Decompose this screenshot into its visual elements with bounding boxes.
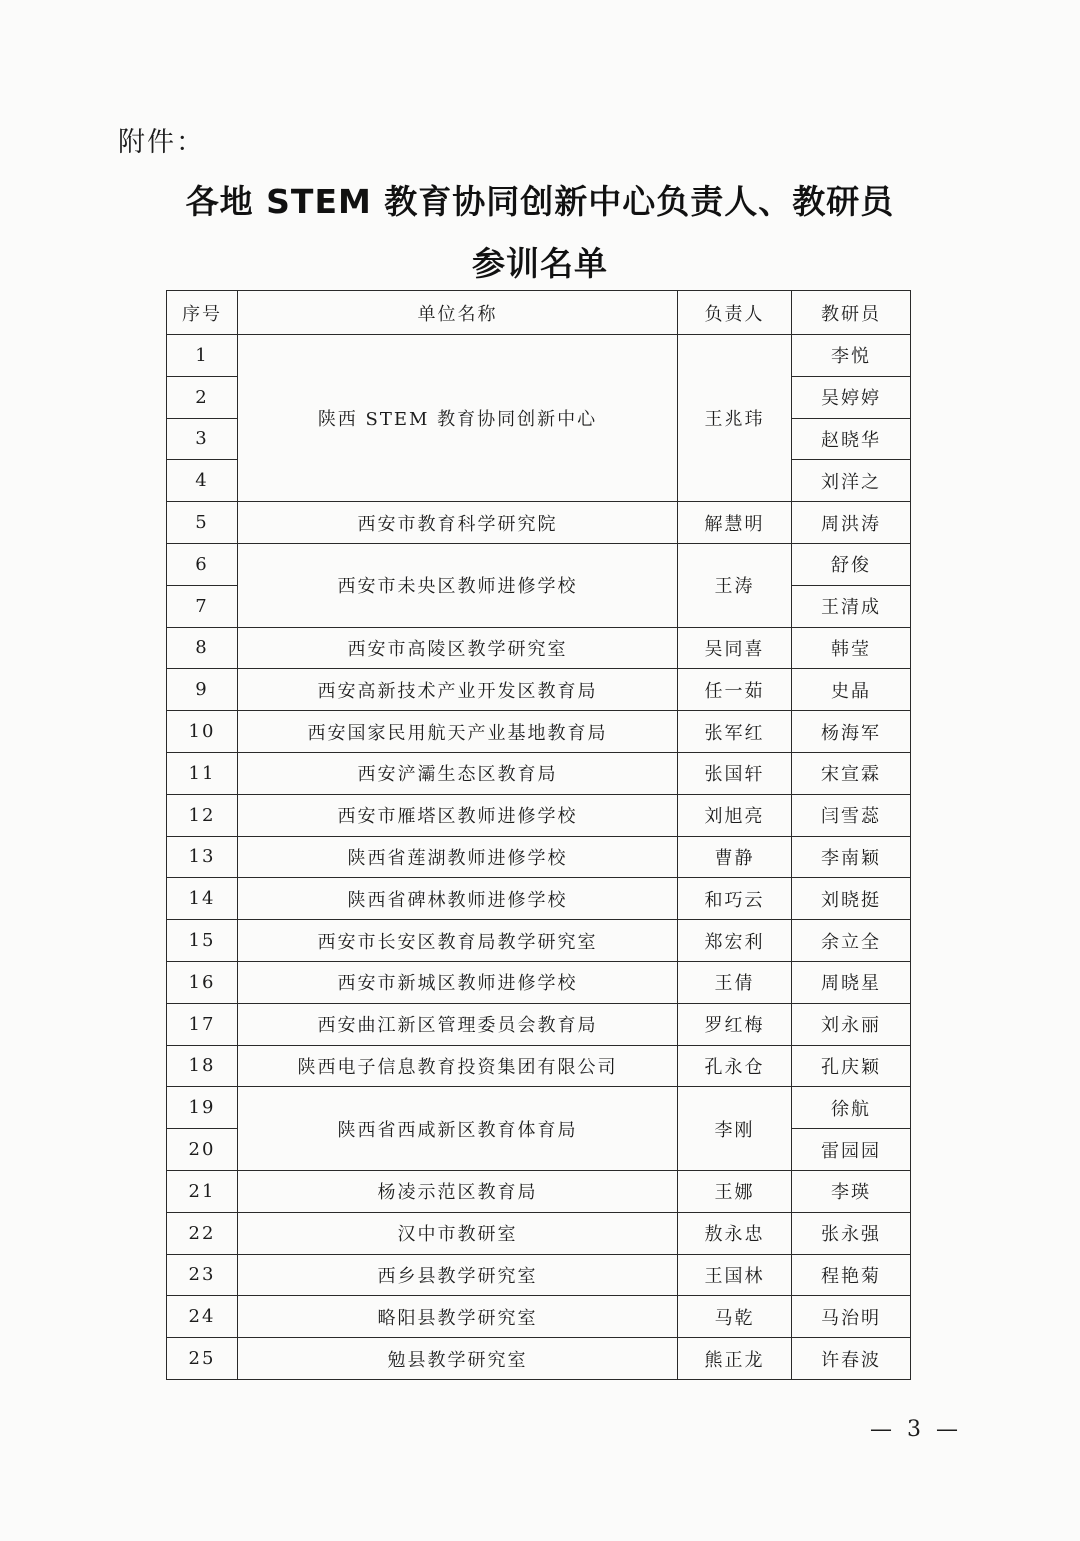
table-row [167, 1212, 911, 1254]
researcher-cell: 史晶 [792, 669, 911, 711]
row-index: 3 [167, 418, 238, 460]
leader-cell: 曹静 [678, 836, 792, 878]
row-index: 18 [167, 1045, 238, 1087]
row-index: 22 [167, 1212, 238, 1254]
row-index: 25 [167, 1338, 238, 1380]
unit-name-cell: 西安市高陵区教学研究室 [238, 627, 678, 669]
leader-cell: 解慧明 [678, 502, 792, 544]
row-index: 24 [167, 1296, 238, 1338]
unit-name-cell: 略阳县教学研究室 [238, 1296, 678, 1338]
table-row [167, 502, 911, 544]
leader-cell: 刘旭亮 [678, 794, 792, 836]
unit-name-cell: 西安市新城区教师进修学校 [238, 961, 678, 1003]
table-row [167, 711, 911, 753]
researcher-cell: 王清成 [792, 585, 911, 627]
table-header-row [167, 291, 911, 335]
researcher-cell: 杨海军 [792, 711, 911, 753]
table-row [167, 543, 911, 585]
table-row [167, 1296, 911, 1338]
table-row [167, 1087, 911, 1129]
row-index: 7 [167, 585, 238, 627]
unit-name-cell: 西安曲江新区管理委员会教育局 [238, 1003, 678, 1045]
row-index: 23 [167, 1254, 238, 1296]
leader-cell: 王国林 [678, 1254, 792, 1296]
row-index: 4 [167, 460, 238, 502]
table-row [167, 627, 911, 669]
leader-cell: 和巧云 [678, 878, 792, 920]
researcher-cell: 刘晓挺 [792, 878, 911, 920]
row-index: 19 [167, 1087, 238, 1129]
row-index: 10 [167, 711, 238, 753]
researcher-cell: 李悦 [792, 335, 911, 377]
unit-name-cell: 西安国家民用航天产业基地教育局 [238, 711, 678, 753]
researcher-cell: 许春波 [792, 1338, 911, 1380]
researcher-cell: 李瑛 [792, 1170, 911, 1212]
unit-name-cell: 西乡县教学研究室 [238, 1254, 678, 1296]
table-row [167, 669, 911, 711]
header-unit: 单位名称 [238, 291, 678, 335]
header-researcher: 教研员 [792, 291, 911, 335]
table-row [167, 920, 911, 962]
leader-cell: 罗红梅 [678, 1003, 792, 1045]
row-index: 8 [167, 627, 238, 669]
row-index: 2 [167, 376, 238, 418]
researcher-cell: 雷园园 [792, 1129, 911, 1171]
leader-cell: 李刚 [678, 1087, 792, 1171]
row-index: 16 [167, 961, 238, 1003]
unit-name-cell: 西安高新技术产业开发区教育局 [238, 669, 678, 711]
unit-name-cell: 陕西省碑林教师进修学校 [238, 878, 678, 920]
researcher-cell: 李南颖 [792, 836, 911, 878]
table-row [167, 1003, 911, 1045]
unit-name-cell: 西安市未央区教师进修学校 [238, 543, 678, 627]
leader-cell: 孔永仓 [678, 1045, 792, 1087]
leader-cell: 张军红 [678, 711, 792, 753]
leader-cell: 王兆玮 [678, 335, 792, 502]
table-row [167, 335, 911, 377]
row-index: 17 [167, 1003, 238, 1045]
table-row [167, 1254, 911, 1296]
table-row [167, 1045, 911, 1087]
header-index: 序号 [167, 291, 238, 335]
page-number: — 3 — [870, 1417, 962, 1442]
table-row [167, 878, 911, 920]
leader-cell: 马乾 [678, 1296, 792, 1338]
researcher-cell: 宋宣霖 [792, 752, 911, 794]
table-row [167, 961, 911, 1003]
row-index: 5 [167, 502, 238, 544]
researcher-cell: 刘洋之 [792, 460, 911, 502]
researcher-cell: 周洪涛 [792, 502, 911, 544]
leader-cell: 敖永忠 [678, 1212, 792, 1254]
document-subtitle: 参训名单 [472, 244, 608, 283]
researcher-cell: 韩莹 [792, 627, 911, 669]
leader-cell: 郑宏利 [678, 920, 792, 962]
participant-table [166, 290, 911, 1380]
unit-name-cell: 勉县教学研究室 [238, 1338, 678, 1380]
unit-name-cell: 陕西省莲湖教师进修学校 [238, 836, 678, 878]
row-index: 9 [167, 669, 238, 711]
researcher-cell: 周晓星 [792, 961, 911, 1003]
table-row [167, 836, 911, 878]
row-index: 20 [167, 1129, 238, 1171]
table-row [167, 1338, 911, 1380]
unit-name-cell: 西安浐灞生态区教育局 [238, 752, 678, 794]
row-index: 14 [167, 878, 238, 920]
document-title: 各地 STEM 教育协同创新中心负责人、教研员 [185, 182, 895, 221]
researcher-cell: 马治明 [792, 1296, 911, 1338]
unit-name-cell: 杨凌示范区教育局 [238, 1170, 678, 1212]
unit-name-cell: 汉中市教研室 [238, 1212, 678, 1254]
researcher-cell: 舒俊 [792, 543, 911, 585]
leader-cell: 王涛 [678, 543, 792, 627]
leader-cell: 王娜 [678, 1170, 792, 1212]
leader-cell: 张国轩 [678, 752, 792, 794]
unit-name-cell: 西安市教育科学研究院 [238, 502, 678, 544]
table-row [167, 1170, 911, 1212]
researcher-cell: 程艳菊 [792, 1254, 911, 1296]
researcher-cell: 赵晓华 [792, 418, 911, 460]
researcher-cell: 孔庆颖 [792, 1045, 911, 1087]
row-index: 11 [167, 752, 238, 794]
researcher-cell: 刘永丽 [792, 1003, 911, 1045]
researcher-cell: 闫雪蕊 [792, 794, 911, 836]
leader-cell: 王倩 [678, 961, 792, 1003]
unit-name-cell: 陕西电子信息教育投资集团有限公司 [238, 1045, 678, 1087]
table-body [167, 335, 911, 1380]
unit-name-cell: 西安市长安区教育局教学研究室 [238, 920, 678, 962]
leader-cell: 吴同喜 [678, 627, 792, 669]
researcher-cell: 吴婷婷 [792, 376, 911, 418]
attachment-label: 附件： [118, 127, 205, 158]
researcher-cell: 徐航 [792, 1087, 911, 1129]
row-index: 15 [167, 920, 238, 962]
row-index: 1 [167, 335, 238, 377]
unit-name-cell: 西安市雁塔区教师进修学校 [238, 794, 678, 836]
row-index: 6 [167, 543, 238, 585]
researcher-cell: 张永强 [792, 1212, 911, 1254]
table-row [167, 794, 911, 836]
unit-name-cell: 陕西 STEM 教育协同创新中心 [238, 335, 678, 502]
table-row [167, 752, 911, 794]
row-index: 12 [167, 794, 238, 836]
unit-name-cell: 陕西省西咸新区教育体育局 [238, 1087, 678, 1171]
header-leader: 负责人 [678, 291, 792, 335]
leader-cell: 任一茹 [678, 669, 792, 711]
row-index: 13 [167, 836, 238, 878]
row-index: 21 [167, 1170, 238, 1212]
researcher-cell: 余立全 [792, 920, 911, 962]
leader-cell: 熊正龙 [678, 1338, 792, 1380]
